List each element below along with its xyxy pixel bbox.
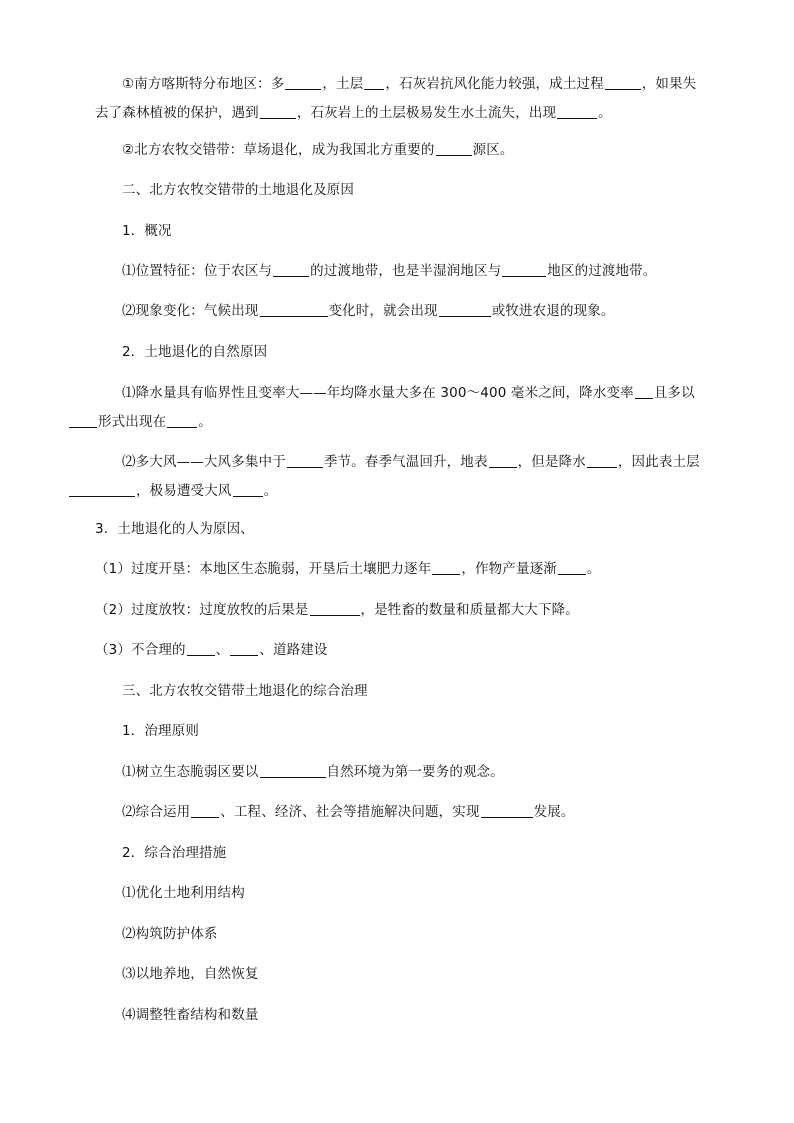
fill-blank[interactable] <box>260 104 296 119</box>
fill-blank[interactable] <box>260 302 328 317</box>
fill-blank[interactable] <box>287 453 323 468</box>
measure-item: ⑵构筑防护体系 <box>122 926 218 942</box>
text-segment: 发展。 <box>533 804 575 820</box>
paragraph-location <box>122 261 732 281</box>
fill-blank[interactable] <box>230 641 258 656</box>
text-segment: 、道路建设 <box>259 642 328 658</box>
text-segment: （3）不合理的 <box>95 642 186 658</box>
fill-blank[interactable] <box>187 641 215 656</box>
text-segment: ，石灰岩上的土层极易发生水土流失，出现 <box>296 105 557 121</box>
text-segment: 自然环境为第一要务的观念。 <box>326 764 504 780</box>
text-segment: 。 <box>198 414 212 430</box>
fill-blank[interactable] <box>605 75 641 90</box>
fill-blank[interactable] <box>502 262 546 277</box>
fill-blank[interactable] <box>273 262 309 277</box>
paragraph-grassland <box>122 140 732 160</box>
section-heading-2: 二、北方农牧交错带的土地退化及原因 <box>122 182 355 198</box>
text-segment: （1）过度开垦：本地区生态脆弱，开垦后土壤肥力逐年 <box>95 561 432 577</box>
text-segment: 。 <box>586 561 601 577</box>
text-segment: ，土层 <box>322 76 364 92</box>
text-segment: ，极易遭受大风 <box>136 483 232 499</box>
text-segment: ⑴位置特征：位于农区与 <box>122 263 273 279</box>
subheading-measures: 2．综合治理措施 <box>122 845 227 861</box>
measure-item: ⑴优化土地利用结构 <box>122 885 245 901</box>
text-segment: 或牧进农退的现象。 <box>491 303 615 319</box>
paragraph-precipitation <box>95 379 707 437</box>
paragraph-over-grazing <box>95 600 705 620</box>
fill-blank[interactable] <box>191 803 219 818</box>
text-segment: 且多以 <box>653 385 695 401</box>
subheading-human-causes: 3．土地退化的人为原因、 <box>95 521 254 537</box>
text-segment: 了森林植被的保护，遇到 <box>108 105 259 121</box>
fill-blank[interactable] <box>167 413 197 428</box>
fill-blank[interactable] <box>69 482 135 497</box>
paragraph-wind <box>95 448 707 506</box>
fill-blank[interactable] <box>558 560 586 575</box>
text-segment: ⑵多大风——大风多集中于 <box>122 454 286 470</box>
measure-item: ⑷调整牲畜结构和数量 <box>122 1007 259 1023</box>
paragraph-phenomenon <box>122 301 732 321</box>
paragraph-over-cultivation <box>95 559 705 579</box>
fill-blank[interactable] <box>285 75 321 90</box>
text-segment: ⑵现象变化：气候出现 <box>122 303 259 319</box>
text-segment: 变化时，就会出现 <box>328 303 438 319</box>
text-segment: 。 <box>263 483 278 499</box>
subheading-natural-causes: 2．土地退化的自然原因 <box>122 344 268 360</box>
text-segment: ，作物产量逐渐 <box>461 561 557 577</box>
text-segment: （2）过度放牧：过度放牧的后果是 <box>95 602 309 618</box>
fill-blank[interactable] <box>436 141 472 156</box>
subheading-principles: 1．治理原则 <box>122 723 199 739</box>
text-segment: ⑵综合运用 <box>122 804 191 820</box>
measure-item: ⑶以地养地，自然恢复 <box>122 966 259 982</box>
fill-blank[interactable] <box>439 302 491 317</box>
text-segment: ，如果失去 <box>95 76 697 121</box>
fill-blank[interactable] <box>364 75 384 90</box>
fill-blank[interactable] <box>310 601 360 616</box>
fill-blank[interactable] <box>69 413 97 428</box>
fill-blank[interactable] <box>587 453 617 468</box>
text-segment: 、工程、经济、社会等措施解决问题，实现 <box>220 804 480 820</box>
text-segment: ，但是降水 <box>517 454 586 470</box>
text-segment: ⑴降水量具有临界性且变率大——年均降水量大多在 300～400 毫米之间，降水变率 <box>122 385 634 401</box>
text-segment: 、 <box>215 642 230 658</box>
text-segment: 。 <box>598 105 612 121</box>
section-heading-3: 三、北方农牧交错带土地退化的综合治理 <box>122 683 368 699</box>
fill-blank[interactable] <box>489 453 517 468</box>
text-segment: ②北方农牧交错带：草场退化，成为我国北方重要的 <box>122 142 435 158</box>
fill-blank[interactable] <box>481 803 533 818</box>
text-segment: 源区。 <box>472 142 514 158</box>
fill-blank[interactable] <box>635 384 653 399</box>
text-segment: ，石灰岩抗风化能力较强，成土过程 <box>385 76 604 92</box>
text-segment: 地区的过渡地带。 <box>547 263 657 279</box>
text-segment: ，是牲畜的数量和质量都大大下降。 <box>360 602 579 618</box>
paragraph-integrated-measures <box>122 802 732 822</box>
text-segment: ①南方喀斯特分布地区：多 <box>122 76 285 92</box>
text-segment: ，因此表土层 <box>617 454 700 470</box>
text-segment: ⑴树立生态脆弱区要以 <box>122 764 259 780</box>
text-segment: 的过渡地带，也是半湿润地区与 <box>310 263 502 279</box>
fill-blank[interactable] <box>260 763 326 778</box>
text-segment: 季节。春季气温回升，地表 <box>323 454 488 470</box>
fill-blank[interactable] <box>557 104 597 119</box>
fill-blank[interactable] <box>233 482 263 497</box>
paragraph-ecology-concept <box>122 762 732 782</box>
fill-blank[interactable] <box>432 560 460 575</box>
paragraph-karst <box>95 70 707 128</box>
subheading-overview: 1．概况 <box>122 223 172 239</box>
paragraph-unreasonable <box>95 640 705 660</box>
text-segment: 形式出现在 <box>98 414 167 430</box>
